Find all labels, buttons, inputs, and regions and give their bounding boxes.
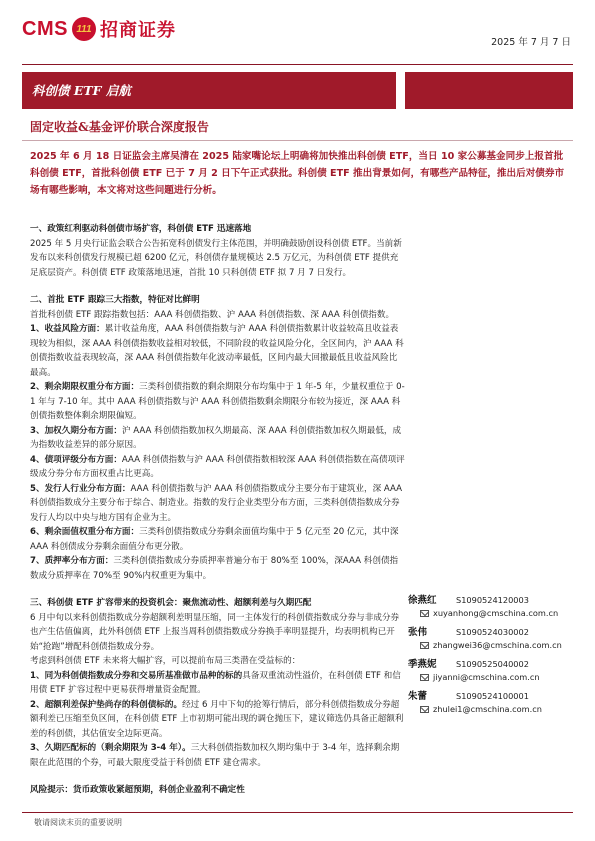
section-paragraph (30, 554, 405, 583)
analyst-email[interactable]: zhulei1@cmschina.com.cn (433, 704, 542, 714)
paragraph-lead: 4、债项评级分布方面： (30, 454, 122, 465)
analyst-email[interactable]: zhangwei36@cmschina.com.cn (433, 640, 562, 650)
section-title: 风险提示：货币政策收紧超预期，科创企业盈利不确定性 (30, 785, 245, 795)
page-header (0, 0, 595, 64)
section-title: 一、政策红利驱动科创债市场扩容，科创债 ETF 迅速落地 (30, 224, 252, 234)
section-paragraph (30, 525, 405, 554)
logo-cms-text: CMS (22, 17, 68, 40)
paragraph-text: 三大科创债指数加权久期均集中于 3-4 年，选择剩余期限在此范围的个券，可最大限度受益于科创债 ETF 建仓需求。 (30, 743, 400, 768)
section-paragraph (30, 654, 405, 669)
paragraph-text: 2025 年 5 月央行证监会联合公告拓宽科创债发行主体范围，并明确鼓励创设科创债 ETF。当前新发布以来科创债发行规模已超 6200 亿元，科创债存量规模达 2.5 万亿元，为科创债 ETF 提供充足底层资产。科创债 ETF 政策落地迅速，首批 10 只科创债 ETF 拟 7 月 7 日发行。 (30, 238, 402, 278)
analyst-cert: S1090524030002 (456, 627, 529, 637)
analyst-cert: S1090525040002 (456, 659, 529, 669)
paragraph-lead: 6、剩余面值权重分布方面： (30, 527, 140, 537)
mail-icon (420, 674, 429, 681)
report-subtitle: 固定收益&基金评价联合深度报告 (30, 120, 209, 134)
paragraph-lead: 3、久期匹配标的（剩余期限为 3-4 年）。 (30, 743, 191, 753)
header-divider (22, 64, 573, 65)
paragraph-text: 累计收益角度，AAA 科创债指数与沪 AAA 科创债指数累计收益较高且收益表现较为相似，深 AAA 科创债指数收益相对较低，不同阶段的收益风险分化，全区间内，沪 AAA 科创债指数收益表现较高，深 AAA 科创债指数年化波动率最低，区间内最大回撤最低且收益风险比最高。 (30, 324, 404, 378)
paragraph-text: AAA 科创债指数与沪 AAA 科创债指数相较深 AAA 科创债指数在高债项评级成分券分布方面权重占比更高。 (30, 454, 405, 479)
section-paragraph (30, 308, 405, 323)
banner-side-block (405, 72, 573, 109)
section-paragraph (30, 611, 405, 655)
logo-cn-text: 招商证券 (99, 20, 176, 41)
paragraph-lead: 1、同为科创债指数成分券和交易所基准做市品种的标的 (30, 670, 243, 681)
report-title: 科创债 ETF 启航 (32, 83, 131, 98)
analyst-email[interactable]: jiyanni@cmschina.com.cn (433, 672, 540, 682)
section-gap (30, 583, 405, 590)
analyst-cert: S1090524100001 (456, 691, 529, 701)
paragraph-text: 考虑到科创债 ETF 未来将大幅扩容，可以提前布局三类潜在受益标的： (30, 656, 301, 666)
analyst-entry (408, 688, 578, 714)
paragraph-lead: 2、超额利差保护垫尚存的科创债标的。 (30, 699, 183, 710)
section-paragraph (30, 741, 405, 770)
analyst-entry (408, 656, 578, 682)
paragraph-lead: 7、质押率分布方面： (30, 556, 114, 566)
mail-icon (420, 642, 429, 649)
analyst-cert: S1090524120003 (456, 595, 529, 605)
section-paragraph (30, 669, 405, 698)
paragraph-text: 三类科创债指数成分券质押率普遍分布于 80%至 100%，深AAA 科创债指数成分质押率在 70%至 90%内权重更为集中。 (30, 556, 399, 581)
section-paragraph (30, 424, 405, 453)
paragraph-text: 具备双重流动性溢价，在科创债 ETF 和信用债 ETF 扩容过程中更易获得增量资金配置。 (30, 670, 401, 695)
paragraph-lead: 5、发行人行业分布方面： (30, 483, 131, 494)
section-paragraph (30, 380, 405, 424)
analyst-entry (408, 624, 578, 650)
section-gap (30, 280, 405, 287)
paragraph-text: 首批科创债 ETF 跟踪指数包括：AAA 科创债指数、沪 AAA 科创债指数、深 AAA 科创债指数。 (30, 309, 395, 320)
paragraph-text: 三类科创债指数的剩余期限分布均集中于 1 年-5 年，少量权重位于 0-1 年与 7-10 年。其中 AAA 科创债指数与沪 AAA 科创债指数剩余期限分布较为接近，深 AAA 科创债指数整体剩余期限偏短。 (30, 382, 405, 421)
mail-icon (420, 610, 429, 617)
paragraph-text: 三类科创债指数成分券剩余面值均集中于 5 亿元至 20 亿元，其中深 AAA 科创债成分券剩余面值分布更分散。 (30, 527, 399, 552)
footer-note: 敬请阅读末页的重要说明 (34, 818, 122, 827)
section-title: 三、科创债 ETF 扩容带来的投资机会：聚焦流动性、超额利差与久期匹配 (30, 598, 312, 608)
analyst-name: 季燕妮 (408, 659, 437, 670)
title-banner (22, 72, 396, 109)
paragraph-lead: 1、收益风险方面： (30, 324, 105, 334)
report-date: 2025 年 7 月 7 日 (491, 37, 571, 48)
analyst-email[interactable]: xuyanhong@cmschina.com.cn (433, 608, 559, 618)
analyst-entry (408, 592, 578, 618)
section-paragraph (30, 482, 405, 526)
section-title: 二、首批 ETF 跟踪三大指数，特征对比鲜明 (30, 295, 200, 305)
analyst-name: 朱蕾 (408, 691, 428, 702)
subtitle-divider (22, 140, 573, 141)
paragraph-text: 经过 6 月中下旬的抢筹行情后，部分科创债指数成分券超额利差已压缩至负区间，在科创债 ETF 上市初期可能出现的调仓抛压下，建议筛选仍具备正超额利差的科创债，其估值安全边际更高。 (30, 699, 404, 739)
paragraph-text: 沪 AAA 科创债指数加权久期最高、深 AAA 科创债指数加权久期最低，成为指数收益差异的部分原因。 (30, 425, 402, 450)
section-paragraph (30, 322, 405, 380)
section-paragraph (30, 453, 405, 482)
section-paragraph (30, 698, 405, 742)
main-body (30, 222, 405, 798)
abstract-text: 2025 年 6 月 18 日证监会主席吴清在 2025 陆家嘴论坛上明确将加快推出科创债 ETF，当日 10 家公募基金同步上报首批科创债 ETF，首批科创债 ETF 已于 7 月 2 日下午正式获批。科创债 ETF 推出背景如何，有哪些产品特征，推出后对债券市场有哪些影响，本文将对这些问题进行分析。 (30, 151, 565, 196)
section-paragraph (30, 237, 405, 281)
section-gap (30, 770, 405, 777)
analyst-name: 张伟 (408, 627, 428, 638)
analyst-list (408, 592, 578, 720)
cms-emblem-icon: 111 (72, 17, 96, 41)
mail-icon (420, 706, 429, 713)
analyst-name: 徐燕红 (408, 595, 437, 606)
paragraph-lead: 2、剩余期限权重分布方面： (30, 382, 140, 392)
paragraph-text: 6 月中旬以来科创债指数成分券超额利差明显压缩，同一主体发行的科创债指数成分券与非成分券也产生估值偏离，此外科创债 ETF 上报当周科创债指数成分券换手率明显提升，均表明机构已开始“抢跑”增配科创债指数成分券。 (30, 612, 400, 652)
company-logo (22, 14, 176, 44)
footer-divider (22, 812, 573, 813)
paragraph-text: AAA 科创债指数与沪 AAA 科创债指数成分主要分布于建筑业，深 AAA 科创债指数成分主要分布于综合、制造业。指数的发行企业类型分布方面，三类科创债指数成分券发行人均以中央与地方国有企业为主。 (30, 483, 403, 523)
paragraph-lead: 3、加权久期分布方面： (30, 425, 122, 436)
